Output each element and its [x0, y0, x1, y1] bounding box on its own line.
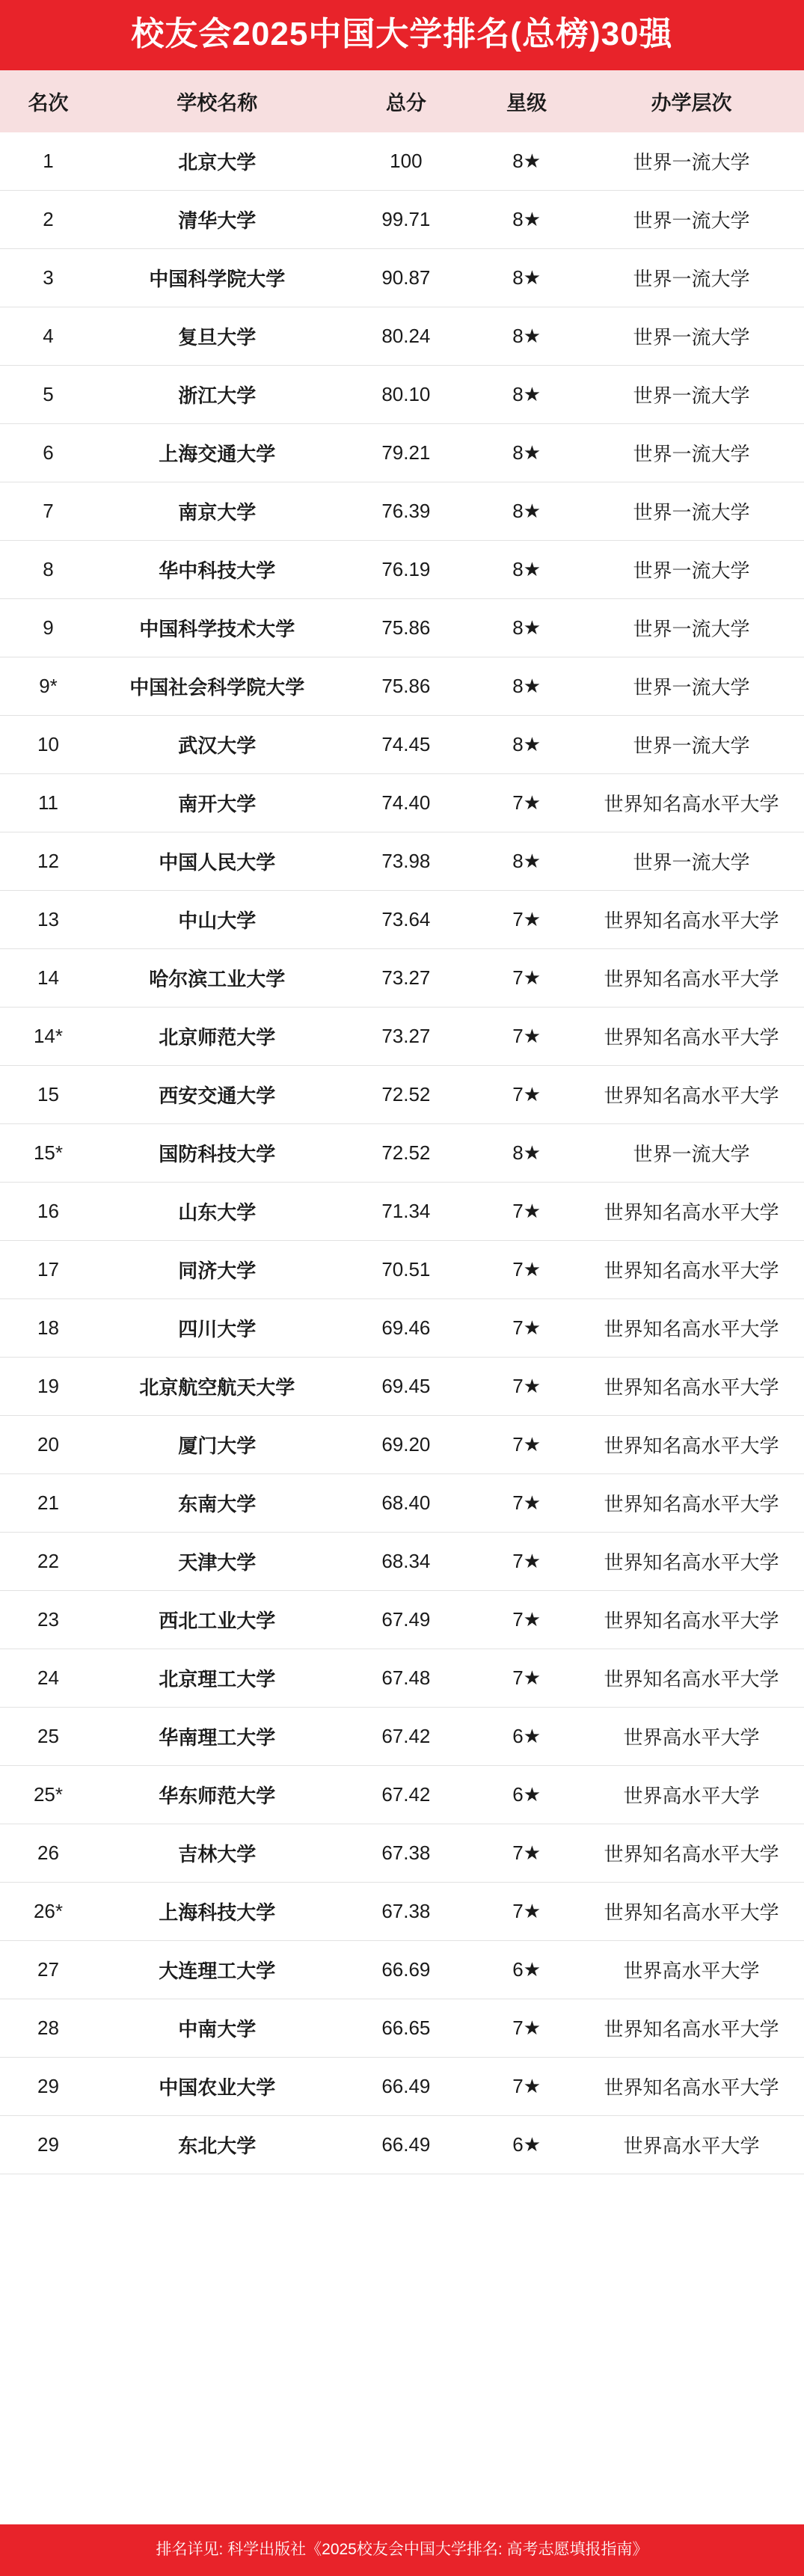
cell-rank: 13: [0, 891, 96, 949]
cell-school-name: 西北工业大学: [96, 1591, 338, 1649]
cell-rank: 29: [0, 2058, 96, 2116]
cell-school-name: 天津大学: [96, 1533, 338, 1591]
cell-star-rating: 6★: [474, 2116, 579, 2174]
cell-total-score: 69.46: [338, 1299, 475, 1358]
cell-star-rating: 7★: [474, 891, 579, 949]
cell-star-rating: 8★: [474, 832, 579, 891]
cell-level: 世界高水平大学: [579, 1941, 804, 1999]
table-row: [0, 1008, 804, 1066]
cell-school-name: 东南大学: [96, 1474, 338, 1533]
cell-total-score: 67.38: [338, 1883, 475, 1941]
cell-level: 世界知名高水平大学: [579, 774, 804, 832]
table-row: [0, 541, 804, 599]
table-row: [0, 2116, 804, 2174]
cell-total-score: 68.34: [338, 1533, 475, 1591]
cell-school-name: 中山大学: [96, 891, 338, 949]
cell-level: 世界一流大学: [579, 482, 804, 541]
cell-level: 世界一流大学: [579, 832, 804, 891]
cell-school-name: 中国人民大学: [96, 832, 338, 891]
cell-rank: 9: [0, 599, 96, 657]
cell-school-name: 华东师范大学: [96, 1766, 338, 1824]
cell-star-rating: 7★: [474, 1358, 579, 1416]
cell-rank: 20: [0, 1416, 96, 1474]
cell-rank: 14: [0, 949, 96, 1008]
table-row: [0, 891, 804, 949]
cell-total-score: 73.27: [338, 949, 475, 1008]
cell-rank: 15*: [0, 1124, 96, 1183]
cell-star-rating: 7★: [474, 774, 579, 832]
cell-school-name: 中国农业大学: [96, 2058, 338, 2116]
cell-level: 世界一流大学: [579, 366, 804, 424]
cell-rank: 24: [0, 1649, 96, 1708]
cell-total-score: 76.39: [338, 482, 475, 541]
column-header-total-score: 总分: [338, 70, 475, 132]
cell-star-rating: 8★: [474, 716, 579, 774]
cell-total-score: 99.71: [338, 191, 475, 249]
cell-total-score: 71.34: [338, 1183, 475, 1241]
table-row: [0, 307, 804, 366]
table-row: [0, 1533, 804, 1591]
cell-star-rating: 6★: [474, 1941, 579, 1999]
cell-star-rating: 7★: [474, 949, 579, 1008]
cell-star-rating: 7★: [474, 1883, 579, 1941]
cell-total-score: 73.64: [338, 891, 475, 949]
table-row: [0, 1474, 804, 1533]
cell-school-name: 北京理工大学: [96, 1649, 338, 1708]
cell-total-score: 79.21: [338, 424, 475, 482]
table-row: [0, 191, 804, 249]
cell-rank: 27: [0, 1941, 96, 1999]
cell-level: 世界一流大学: [579, 716, 804, 774]
table-row: [0, 1124, 804, 1183]
cell-total-score: 66.69: [338, 1941, 475, 1999]
table-row: [0, 1299, 804, 1358]
cell-level: 世界一流大学: [579, 1124, 804, 1183]
table-row: [0, 1416, 804, 1474]
cell-level: 世界知名高水平大学: [579, 949, 804, 1008]
cell-star-rating: 8★: [474, 191, 579, 249]
cell-total-score: 80.24: [338, 307, 475, 366]
cell-star-rating: 7★: [474, 1066, 579, 1124]
cell-rank: 28: [0, 1999, 96, 2058]
cell-school-name: 清华大学: [96, 191, 338, 249]
cell-level: 世界知名高水平大学: [579, 1591, 804, 1649]
cell-rank: 11: [0, 774, 96, 832]
cell-level: 世界一流大学: [579, 541, 804, 599]
cell-school-name: 山东大学: [96, 1183, 338, 1241]
cell-rank: 17: [0, 1241, 96, 1299]
cell-total-score: 73.27: [338, 1008, 475, 1066]
cell-total-score: 74.40: [338, 774, 475, 832]
cell-rank: 9*: [0, 657, 96, 716]
cell-rank: 25: [0, 1708, 96, 1766]
cell-level: 世界知名高水平大学: [579, 1649, 804, 1708]
cell-rank: 23: [0, 1591, 96, 1649]
cell-total-score: 67.38: [338, 1824, 475, 1883]
table-row: [0, 1941, 804, 1999]
cell-star-rating: 8★: [474, 541, 579, 599]
cell-level: 世界高水平大学: [579, 2116, 804, 2174]
cell-level: 世界一流大学: [579, 249, 804, 307]
table-row: [0, 249, 804, 307]
cell-star-rating: 7★: [474, 1299, 579, 1358]
footer-note: 排名详见: 科学出版社《2025校友会中国大学排名: 高考志愿填报指南》: [0, 2524, 804, 2576]
cell-rank: 4: [0, 307, 96, 366]
page-title: 校友会2025中国大学排名(总榜)30强: [0, 0, 804, 70]
cell-school-name: 吉林大学: [96, 1824, 338, 1883]
table-row: [0, 1999, 804, 2058]
cell-level: 世界一流大学: [579, 191, 804, 249]
table-row: [0, 657, 804, 716]
table-row: [0, 1649, 804, 1708]
cell-star-rating: 8★: [474, 1124, 579, 1183]
cell-star-rating: 8★: [474, 366, 579, 424]
cell-level: 世界一流大学: [579, 599, 804, 657]
cell-level: 世界知名高水平大学: [579, 1358, 804, 1416]
cell-level: 世界知名高水平大学: [579, 1824, 804, 1883]
cell-total-score: 75.86: [338, 599, 475, 657]
cell-star-rating: 7★: [474, 2058, 579, 2116]
cell-school-name: 华南理工大学: [96, 1708, 338, 1766]
ranking-table: [0, 70, 804, 2174]
cell-school-name: 厦门大学: [96, 1416, 338, 1474]
cell-level: 世界知名高水平大学: [579, 891, 804, 949]
table-row: [0, 774, 804, 832]
cell-total-score: 72.52: [338, 1124, 475, 1183]
cell-school-name: 上海科技大学: [96, 1883, 338, 1941]
cell-rank: 7: [0, 482, 96, 541]
cell-level: 世界知名高水平大学: [579, 1241, 804, 1299]
table-row: [0, 832, 804, 891]
cell-rank: 6: [0, 424, 96, 482]
cell-star-rating: 8★: [474, 249, 579, 307]
cell-rank: 16: [0, 1183, 96, 1241]
cell-school-name: 上海交通大学: [96, 424, 338, 482]
cell-total-score: 73.98: [338, 832, 475, 891]
cell-star-rating: 8★: [474, 132, 579, 191]
cell-school-name: 北京师范大学: [96, 1008, 338, 1066]
cell-level: 世界知名高水平大学: [579, 1883, 804, 1941]
cell-rank: 26: [0, 1824, 96, 1883]
cell-total-score: 67.42: [338, 1708, 475, 1766]
cell-level: 世界知名高水平大学: [579, 1416, 804, 1474]
table-row: [0, 2058, 804, 2116]
cell-rank: 15: [0, 1066, 96, 1124]
cell-total-score: 75.86: [338, 657, 475, 716]
cell-school-name: 北京航空航天大学: [96, 1358, 338, 1416]
cell-school-name: 西安交通大学: [96, 1066, 338, 1124]
cell-star-rating: 7★: [474, 1474, 579, 1533]
cell-school-name: 中国科学技术大学: [96, 599, 338, 657]
cell-total-score: 72.52: [338, 1066, 475, 1124]
cell-star-rating: 7★: [474, 1824, 579, 1883]
cell-star-rating: 7★: [474, 1241, 579, 1299]
cell-school-name: 同济大学: [96, 1241, 338, 1299]
cell-star-rating: 7★: [474, 1008, 579, 1066]
cell-rank: 22: [0, 1533, 96, 1591]
cell-total-score: 70.51: [338, 1241, 475, 1299]
table-row: [0, 1066, 804, 1124]
cell-total-score: 74.45: [338, 716, 475, 774]
cell-rank: 2: [0, 191, 96, 249]
cell-star-rating: 8★: [474, 307, 579, 366]
cell-school-name: 北京大学: [96, 132, 338, 191]
cell-total-score: 66.49: [338, 2116, 475, 2174]
cell-rank: 29: [0, 2116, 96, 2174]
table-row: [0, 1183, 804, 1241]
cell-star-rating: 8★: [474, 599, 579, 657]
cell-level: 世界知名高水平大学: [579, 1066, 804, 1124]
cell-rank: 1: [0, 132, 96, 191]
cell-school-name: 武汉大学: [96, 716, 338, 774]
cell-level: 世界知名高水平大学: [579, 1299, 804, 1358]
table-row: [0, 1824, 804, 1883]
cell-level: 世界知名高水平大学: [579, 2058, 804, 2116]
cell-star-rating: 7★: [474, 1183, 579, 1241]
cell-total-score: 76.19: [338, 541, 475, 599]
cell-level: 世界一流大学: [579, 307, 804, 366]
table-row: [0, 716, 804, 774]
cell-rank: 12: [0, 832, 96, 891]
table-row: [0, 1766, 804, 1824]
cell-school-name: 国防科技大学: [96, 1124, 338, 1183]
cell-total-score: 90.87: [338, 249, 475, 307]
cell-total-score: 66.65: [338, 1999, 475, 2058]
cell-level: 世界知名高水平大学: [579, 1183, 804, 1241]
cell-level: 世界一流大学: [579, 657, 804, 716]
cell-school-name: 浙江大学: [96, 366, 338, 424]
table-row: [0, 366, 804, 424]
table-row: [0, 1883, 804, 1941]
cell-rank: 21: [0, 1474, 96, 1533]
cell-rank: 26*: [0, 1883, 96, 1941]
table-row: [0, 1358, 804, 1416]
cell-total-score: 66.49: [338, 2058, 475, 2116]
cell-level: 世界高水平大学: [579, 1766, 804, 1824]
cell-rank: 19: [0, 1358, 96, 1416]
cell-school-name: 四川大学: [96, 1299, 338, 1358]
cell-school-name: 复旦大学: [96, 307, 338, 366]
cell-school-name: 中国科学院大学: [96, 249, 338, 307]
cell-school-name: 南京大学: [96, 482, 338, 541]
cell-total-score: 67.49: [338, 1591, 475, 1649]
table-row: [0, 482, 804, 541]
cell-school-name: 南开大学: [96, 774, 338, 832]
cell-school-name: 中国社会科学院大学: [96, 657, 338, 716]
cell-total-score: 67.48: [338, 1649, 475, 1708]
cell-star-rating: 7★: [474, 1416, 579, 1474]
cell-rank: 14*: [0, 1008, 96, 1066]
cell-level: 世界知名高水平大学: [579, 1008, 804, 1066]
cell-school-name: 中南大学: [96, 1999, 338, 2058]
cell-level: 世界知名高水平大学: [579, 1474, 804, 1533]
cell-rank: 18: [0, 1299, 96, 1358]
cell-total-score: 67.42: [338, 1766, 475, 1824]
cell-level: 世界知名高水平大学: [579, 1533, 804, 1591]
cell-star-rating: 7★: [474, 1999, 579, 2058]
column-header-school-name: 学校名称: [96, 70, 338, 132]
column-header-level: 办学层次: [579, 70, 804, 132]
cell-star-rating: 7★: [474, 1591, 579, 1649]
cell-level: 世界一流大学: [579, 424, 804, 482]
cell-star-rating: 8★: [474, 482, 579, 541]
cell-rank: 5: [0, 366, 96, 424]
cell-star-rating: 8★: [474, 424, 579, 482]
cell-star-rating: 7★: [474, 1649, 579, 1708]
cell-total-score: 80.10: [338, 366, 475, 424]
cell-level: 世界高水平大学: [579, 1708, 804, 1766]
cell-school-name: 华中科技大学: [96, 541, 338, 599]
table-row: [0, 949, 804, 1008]
table-row: [0, 424, 804, 482]
cell-star-rating: 6★: [474, 1766, 579, 1824]
cell-total-score: 69.45: [338, 1358, 475, 1416]
table-row: [0, 599, 804, 657]
cell-rank: 8: [0, 541, 96, 599]
cell-school-name: 大连理工大学: [96, 1941, 338, 1999]
table-row: [0, 1591, 804, 1649]
table-row: [0, 132, 804, 191]
table-row: [0, 1708, 804, 1766]
cell-star-rating: 8★: [474, 657, 579, 716]
table-header: [0, 70, 804, 132]
cell-level: 世界一流大学: [579, 132, 804, 191]
cell-school-name: 东北大学: [96, 2116, 338, 2174]
table-row: [0, 1241, 804, 1299]
cell-star-rating: 7★: [474, 1533, 579, 1591]
cell-total-score: 100: [338, 132, 475, 191]
table-body: [0, 132, 804, 2174]
cell-rank: 3: [0, 249, 96, 307]
cell-total-score: 68.40: [338, 1474, 475, 1533]
cell-rank: 25*: [0, 1766, 96, 1824]
cell-level: 世界知名高水平大学: [579, 1999, 804, 2058]
cell-school-name: 哈尔滨工业大学: [96, 949, 338, 1008]
column-header-star-rating: 星级: [474, 70, 579, 132]
table-header-row: [0, 70, 804, 132]
column-header-rank: 名次: [0, 70, 96, 132]
cell-star-rating: 6★: [474, 1708, 579, 1766]
cell-total-score: 69.20: [338, 1416, 475, 1474]
cell-rank: 10: [0, 716, 96, 774]
